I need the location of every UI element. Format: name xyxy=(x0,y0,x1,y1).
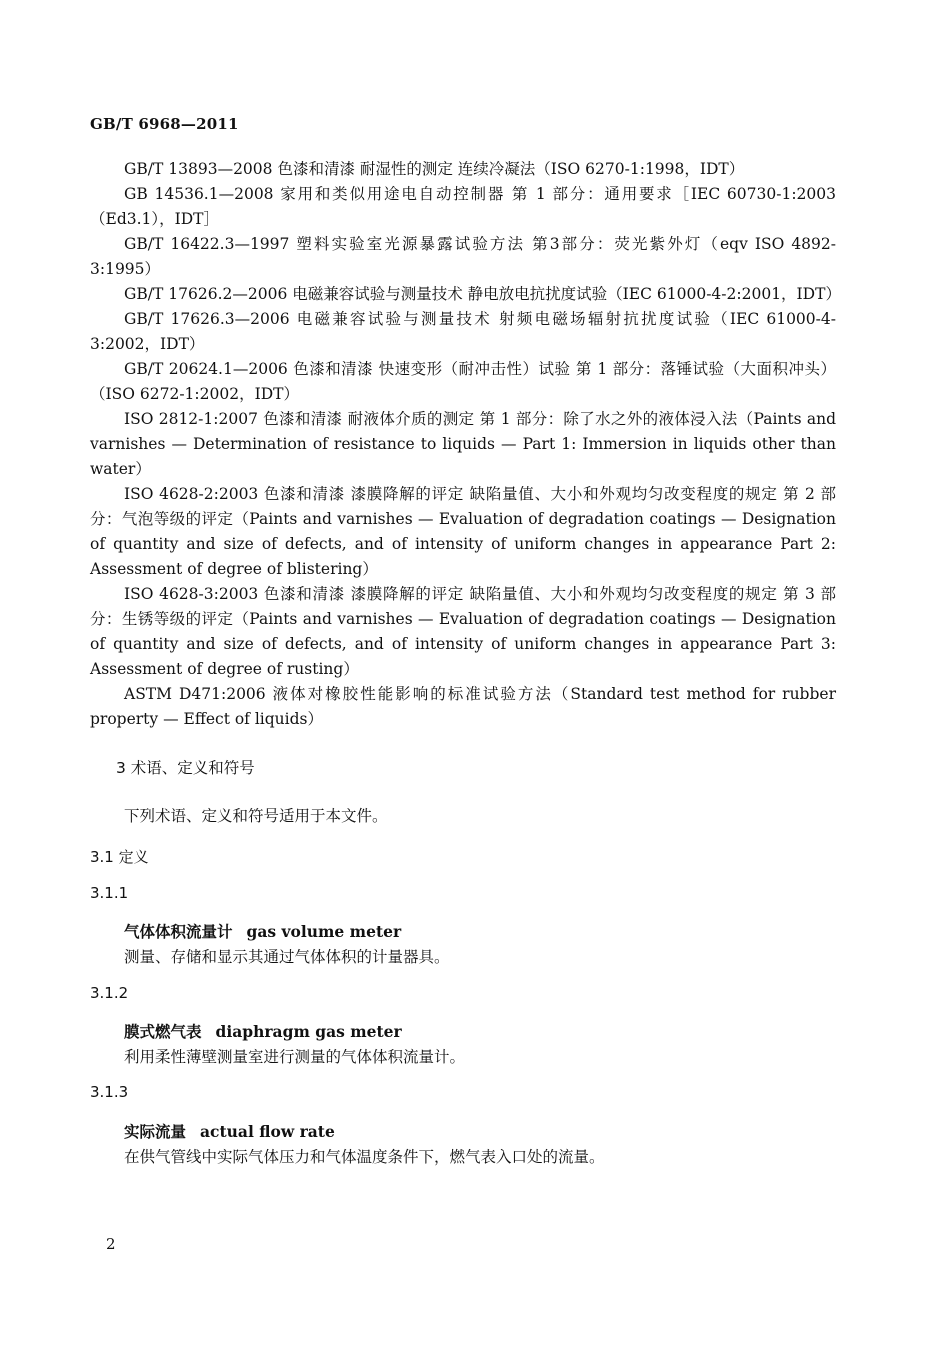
section-intro: 下列术语、定义和符号适用于本文件。 xyxy=(124,807,388,825)
term-cn: 膜式燃气表 xyxy=(124,1022,202,1041)
term-number: 3.1.2 xyxy=(90,984,129,1002)
term-title xyxy=(124,1020,402,1042)
term-title xyxy=(124,1120,335,1142)
term-en: gas volume meter xyxy=(246,922,402,941)
reference-item: GB/T 20624.1—2006 色漆和清漆 快速变形（耐冲击性）试验 第 1 部分：落锤试验（大面积冲头）（ISO 6272-1:2002，IDT） xyxy=(90,360,836,403)
reference-item: GB/T 17626.2—2006 电磁兼容试验与测量技术 静电放电抗扰度试验（IEC 61000-4-2:2001，IDT） xyxy=(124,285,841,303)
term-number: 3.1.3 xyxy=(90,1083,129,1101)
term-en: diaphragm gas meter xyxy=(215,1022,402,1041)
reference-item: GB 14536.1—2008 家用和类似用途电自动控制器 第 1 部分：通用要求［IEC 60730-1:2003（Ed3.1），IDT］ xyxy=(90,185,836,228)
reference-item: GB/T 13893—2008 色漆和清漆 耐湿性的测定 连续冷凝法（ISO 6270-1:1998，IDT） xyxy=(124,160,745,178)
term-cn: 实际流量 xyxy=(124,1122,187,1141)
term-definition: 利用柔性薄壁测量室进行测量的气体体积流量计。 xyxy=(124,1048,466,1066)
document-standard-code: GB/T 6968—2011 xyxy=(90,115,239,133)
reference-item: ISO 4628-3:2003 色漆和清漆 漆膜降解的评定 缺陷量值、大小和外观均匀改变程度的规定 第 3 部分：生锈等级的评定（Paints and varnishes — Evaluation of degradation coatings — Designation of quantity and size of defects, and of intensity of uniform changes in appearance Part 3: Assessment of degree of rusting） xyxy=(90,585,836,678)
term-en: actual flow rate xyxy=(200,1122,335,1141)
term-title xyxy=(124,920,401,942)
reference-item: GB/T 17626.3—2006 电磁兼容试验与测量技术 射频电磁场辐射抗扰度试验（IEC 61000-4-3:2002，IDT） xyxy=(90,310,836,353)
reference-item: ASTM D471:2006 液体对橡胶性能影响的标准试验方法（Standard test method for rubber property — Effect of liquids） xyxy=(90,685,836,728)
term-cn: 气体体积流量计 xyxy=(124,922,233,941)
subsection-heading: 3.1 定义 xyxy=(90,848,149,866)
term-definition: 在供气管线中实际气体压力和气体温度条件下，燃气表入口处的流量。 xyxy=(124,1148,605,1166)
term-definition: 测量、存储和显示其通过气体体积的计量器具。 xyxy=(124,948,450,966)
normative-references-list xyxy=(90,157,841,732)
reference-item: ISO 4628-2:2003 色漆和清漆 漆膜降解的评定 缺陷量值、大小和外观均匀改变程度的规定 第 2 部分：气泡等级的评定（Paints and varnishes — Evaluation of degradation coatings — Designation of quantity and size of defects, and of intensity of uniform changes in appearance Part 2: Assessment of degree of blistering） xyxy=(90,485,836,578)
reference-item: ISO 2812-1:2007 色漆和清漆 耐液体介质的测定 第 1 部分：除了水之外的液体浸入法（Paints and varnishes — Determination of resistance to liquids — Part 1: Immersion in liquids other than water） xyxy=(90,410,836,478)
section-heading: 3 术语、定义和符号 xyxy=(116,759,255,777)
page-number: 2 xyxy=(106,1235,116,1253)
reference-item: GB/T 16422.3—1997 塑料实验室光源暴露试验方法 第3部分：荧光紫外灯（eqv ISO 4892-3:1995） xyxy=(90,235,836,278)
term-number: 3.1.1 xyxy=(90,884,129,902)
